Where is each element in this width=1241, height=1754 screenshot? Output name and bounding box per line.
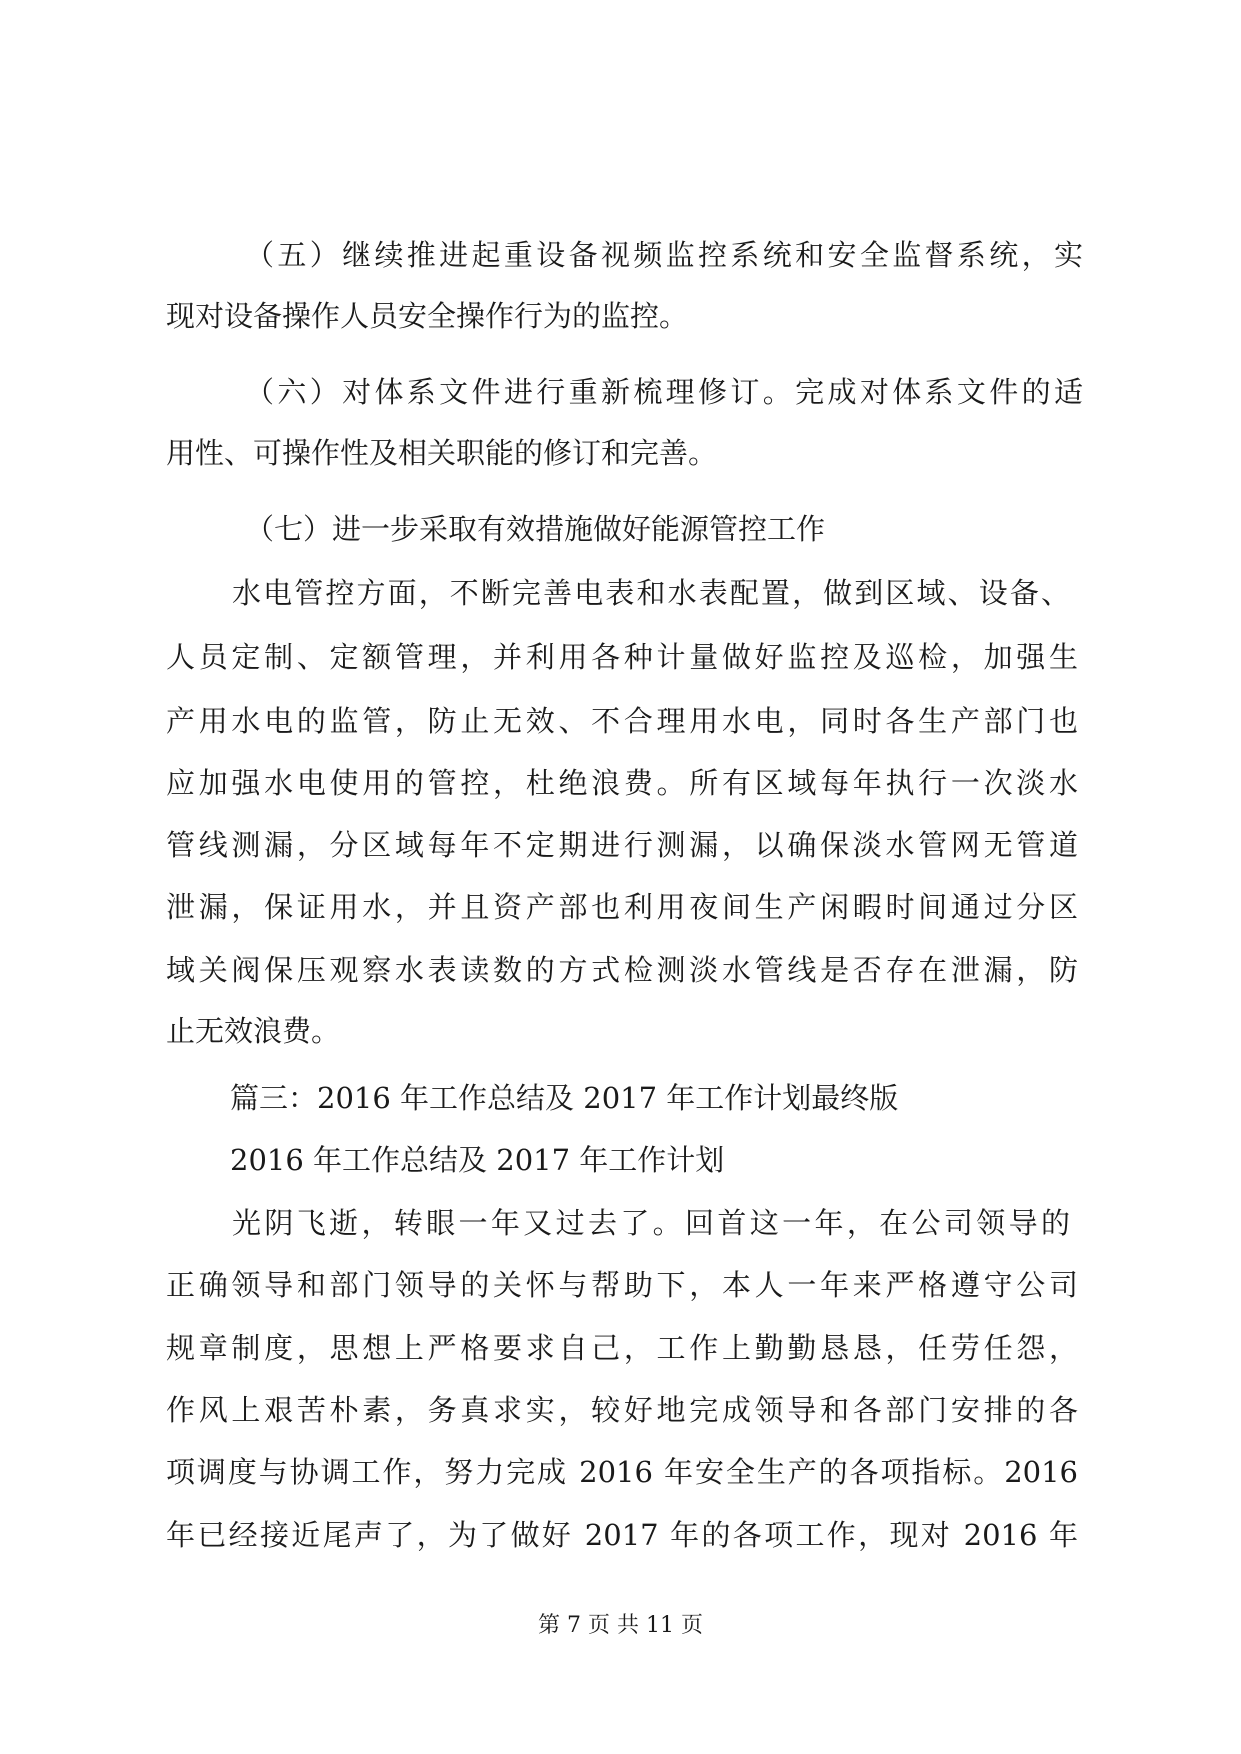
line-text: 泄漏，保证用水，并且资产部也利用夜间生产闲暇时间通过分区 xyxy=(166,890,1078,924)
line-text: 管线测漏，分区域每年不定期进行测漏，以确保淡水管网无管道 xyxy=(166,828,1078,862)
paragraph-line xyxy=(0,1380,1241,1440)
line-text: 产用水电的监管，防止无效、不合理用水电，同时各生产部门也 xyxy=(166,704,1078,738)
line-text: 人员定制、定额管理，并利用各种计量做好监控及巡检，加强生 xyxy=(166,640,1078,674)
line-text: （七）进一步采取有效措施做好能源管控工作 xyxy=(245,512,826,546)
page-footer: 第 7 页 共 11 页 xyxy=(538,1613,703,1638)
paragraph-line xyxy=(0,563,1241,623)
line-text: 项调度与协调工作，努力完成 2016 年安全生产的各项指标。2016 xyxy=(166,1455,1078,1489)
line-text: 现对设备操作人员安全操作行为的监控。 xyxy=(166,299,689,333)
line-text: 作风上艰苦朴素，务真求实，较好地完成领导和各部门安排的各 xyxy=(166,1393,1078,1427)
line-text: 光阴飞逝，转眼一年又过去了。回首这一年，在公司领导的 xyxy=(232,1206,1070,1240)
paragraph-line xyxy=(0,1255,1241,1315)
paragraph-line xyxy=(0,423,1241,483)
line-text: 正确领导和部门领导的关怀与帮助下，本人一年来严格遵守公司 xyxy=(166,1268,1078,1302)
paragraph-line xyxy=(0,1193,1241,1253)
line-text: 2016 年工作总结及 2017 年工作计划 xyxy=(230,1143,725,1177)
article-subtitle xyxy=(0,1130,1241,1190)
paragraph-line xyxy=(0,940,1241,1000)
section-heading xyxy=(0,499,1241,559)
line-text: 规章制度，思想上严格要求自己，工作上勤勤恳恳，任劳任怨， xyxy=(166,1331,1078,1365)
paragraph-line xyxy=(0,753,1241,813)
paragraph-line xyxy=(0,877,1241,937)
line-text: （五）继续推进起重设备视频监控系统和安全监督系统，实 xyxy=(245,238,1083,272)
line-text: 域关阀保压观察水表读数的方式检测淡水管线是否存在泄漏，防 xyxy=(166,953,1078,987)
line-text: （六）对体系文件进行重新梳理修订。完成对体系文件的适 xyxy=(245,375,1083,409)
paragraph-line xyxy=(0,1442,1241,1502)
paragraph-line xyxy=(0,1318,1241,1378)
paragraph-line xyxy=(0,815,1241,875)
paragraph-line xyxy=(0,691,1241,751)
line-text: 水电管控方面，不断完善电表和水表配置，做到区域、设备、 xyxy=(232,576,1070,610)
line-text: 年已经接近尾声了，为了做好 2017 年的各项工作，现对 2016 年 xyxy=(166,1518,1078,1552)
paragraph-line xyxy=(0,225,1241,285)
line-text: 用性、可操作性及相关职能的修订和完善。 xyxy=(166,436,718,470)
paragraph-line xyxy=(0,1505,1241,1565)
paragraph-line xyxy=(0,1001,1241,1061)
article-title xyxy=(0,1068,1241,1128)
paragraph-line xyxy=(0,362,1241,422)
paragraph-line xyxy=(0,286,1241,346)
line-text: 篇三：2016 年工作总结及 2017 年工作计划最终版 xyxy=(230,1081,899,1115)
paragraph-line xyxy=(0,627,1241,687)
line-text: 止无效浪费。 xyxy=(166,1014,341,1048)
line-text: 应加强水电使用的管控，杜绝浪费。所有区域每年执行一次淡水 xyxy=(166,766,1078,800)
